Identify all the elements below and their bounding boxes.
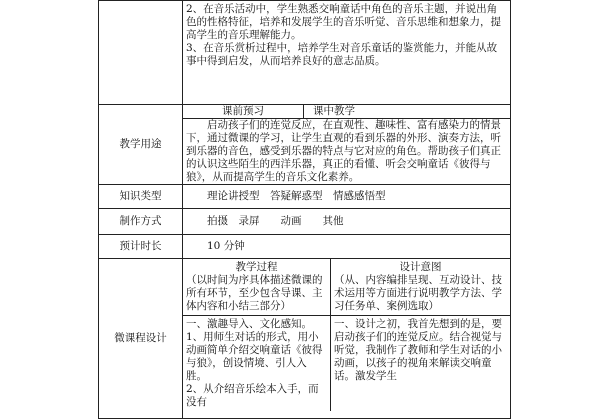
lesson-plan-table: [98, 0, 511, 419]
intent-header: [331, 259, 510, 315]
process-body: [183, 316, 331, 411]
production-value: 拍摄 录屏 动画 其他: [183, 209, 511, 235]
objective-3: 3、在音乐赏析过程中，培养学生对音乐童话的鉴赏能力，并能从故事中得到启发，从而培养良好的意志品质。: [186, 42, 498, 67]
objectives-label-cell: [99, 1, 183, 105]
usage-tabs: [183, 105, 510, 119]
tab-preview: 课前预习: [183, 105, 304, 118]
process-step-2: 1、用师生对话的形式，用小动画简单介绍交响童话《彼得与狼》，创设情境、引人入胜。: [186, 331, 323, 382]
usage-text: 启动孩子们的连觉反应，在直观性、趣味性、富有感染力的情景下，通过微课的学习，让学生直观的看到乐器的外形、演奏方法，听到乐器的音色，感受到乐器的特点与它对应的角色。帮助孩子们真正的认识这些陌生的西洋乐器，真正的看懂、听会交响童话《彼得与狼》，从而提高学生的音乐文化素养。: [186, 119, 501, 183]
usage-label: 教学用途: [99, 105, 183, 185]
intent-title: 设计意图: [399, 261, 442, 273]
knowledge-type-value: 理论讲授型 答疑解惑型 情感感悟型: [183, 185, 511, 209]
production-label: 制作方式: [99, 209, 183, 235]
usage-cell: [183, 105, 511, 185]
duration-row: [99, 235, 511, 259]
process-step-3: 2、从介绍音乐绘本入手，而没有: [186, 383, 319, 408]
duration-label: 预计时长: [99, 235, 183, 259]
process-title: 教学过程: [235, 261, 278, 273]
design-label: 微课程设计: [99, 259, 183, 419]
knowledge-type-row: [99, 185, 511, 209]
objectives-cell: [183, 1, 511, 105]
objectives-row: [99, 1, 511, 105]
intent-note: （从、内容编排呈现、互动设计、技术运用等方面进行说明教学方法、学习任务单、案例选取）: [334, 274, 502, 312]
intent-body: [331, 316, 510, 411]
production-row: [99, 209, 511, 235]
design-body: [183, 316, 510, 411]
design-header: [183, 259, 510, 316]
duration-value: 10 分钟: [183, 235, 511, 259]
lesson-plan-document: [98, 0, 510, 408]
intent-step-1: 一、设计之初，我首先想到的是，要启动孩子们的连觉反应。结合视觉与听觉，我制作了教师和学生对话的小动画，以孩子的视角来解读交响童话。激发学生: [334, 318, 502, 382]
process-header: [183, 259, 331, 315]
objective-2: 2、在音乐活动中，学生熟悉交响童话中角色的音乐主题，并说出角色的性格特征，培养和发展学生的音乐听觉、音乐思维和想象力，提高学生的音乐理解能力。: [186, 3, 501, 41]
knowledge-type-label: 知识类型: [99, 185, 183, 209]
design-cell: [183, 259, 511, 419]
design-row: [99, 259, 511, 419]
process-note: （以时间为序具体描述微课的所有环节，至少包含导课、主体内容和小结三部分）: [186, 274, 323, 312]
tab-in-class: 课中教学: [313, 105, 355, 117]
process-step-1: 一、激趣导入、文化感知。: [186, 318, 312, 330]
usage-row: [99, 105, 511, 185]
